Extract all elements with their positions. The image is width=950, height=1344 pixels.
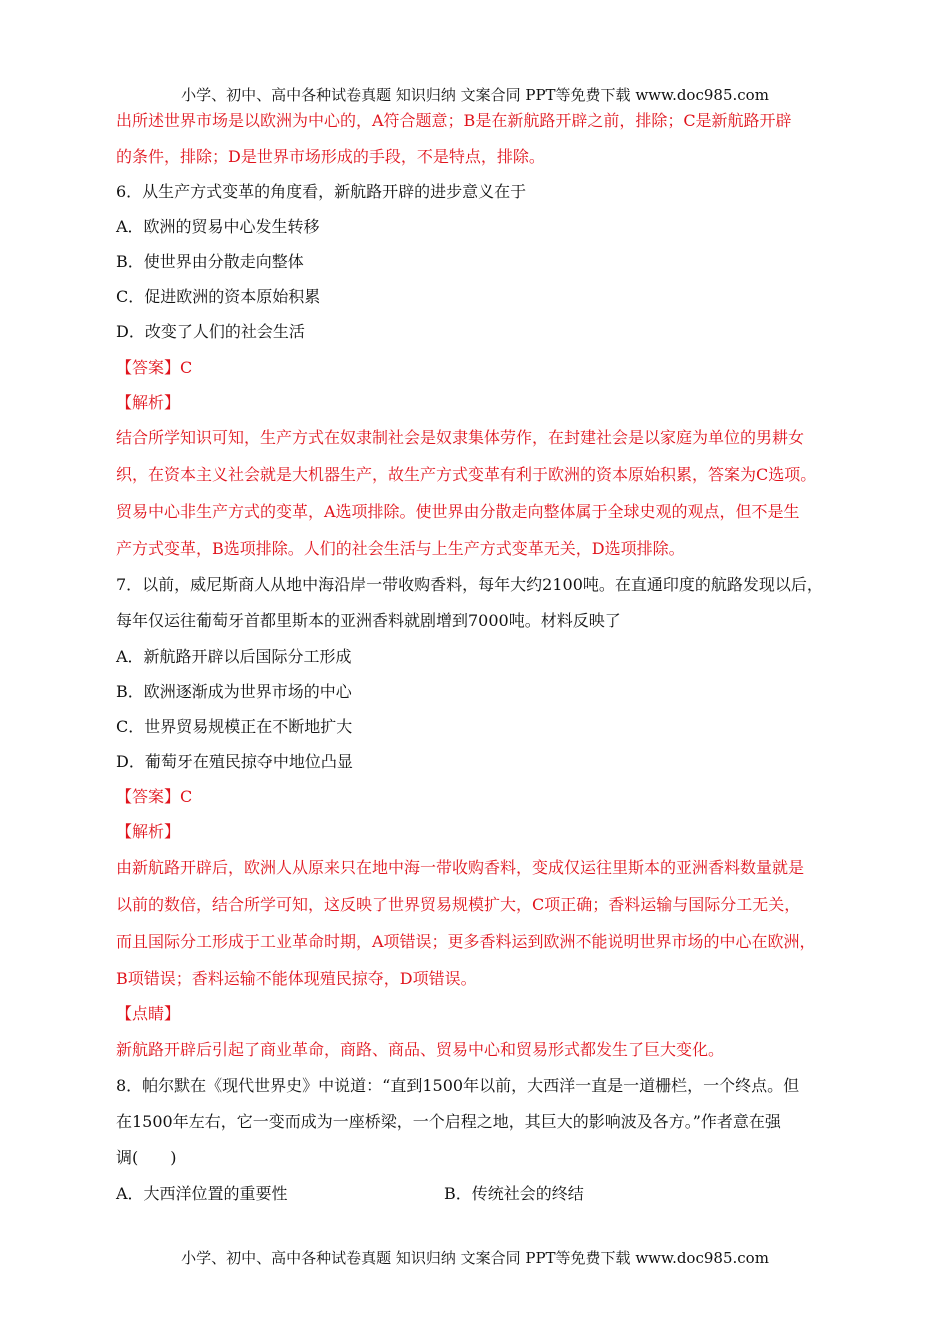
q8-stem-line: 在1500年左右，它一变而成为一座桥梁，一个启程之地，其巨大的影响波及各方。”作者意在强 (116, 1112, 781, 1131)
q8-stem-line: 8．帕尔默在《现代世界史》中说道：“直到1500年以前，大西洋一直是一道栅栏，一个终点。但 (116, 1076, 800, 1095)
page-header: 小学、初中、高中各种试卷真题 知识归纳 文案合同 PPT等免费下载 www.doc985.com (181, 86, 769, 104)
q8-option-b: B．传统社会的终结 (444, 1184, 584, 1203)
q6-analysis-line: 织，在资本主义社会就是大机器生产，故生产方式变革有利于欧洲的资本原始积累，答案为C选项。 (116, 465, 817, 484)
q7-analysis-label: 【解析】 (116, 822, 181, 841)
q7-option-d: D．葡萄牙在殖民掠夺中地位凸显 (116, 752, 353, 771)
q7-analysis-line: B项错误；香料运输不能体现殖民掠夺，D项错误。 (116, 969, 477, 988)
q8-stem-line: 调( ) (116, 1148, 177, 1167)
q6-analysis-line: 产方式变革，B选项排除。人们的社会生活与上生产方式变革无关，D选项排除。 (116, 539, 685, 558)
q6-option-c: C．促进欧洲的资本原始积累 (116, 287, 321, 306)
q6-answer: 【答案】C (116, 358, 193, 377)
prev-explanation-line: 的条件，排除；D是世界市场形成的手段，不是特点，排除。 (116, 147, 545, 166)
q7-analysis-line: 以前的数倍，结合所学可知，这反映了世界贸易规模扩大，C项正确；香料运输与国际分工无关， (116, 895, 801, 914)
q7-stem-line: 每年仅运往葡萄牙首都里斯本的亚洲香料就剧增到7000吨。材料反映了 (116, 611, 621, 630)
q7-option-c: C．世界贸易规模正在不断地扩大 (116, 717, 353, 736)
q7-answer: 【答案】C (116, 787, 193, 806)
q7-analysis-line: 由新航路开辟后，欧洲人从原来只在地中海一带收购香料，变成仅运往里斯本的亚洲香料数量就是 (116, 858, 805, 877)
prev-explanation-line: 出所述世界市场是以欧洲为中心的，A符合题意；B是在新航路开辟之前，排除；C是新航路开辟 (116, 111, 792, 130)
q7-stem-line: 7．以前，威尼斯商人从地中海沿岸一带收购香料，每年大约2100吨。在直通印度的航路发现以后， (116, 575, 823, 594)
q6-option-d: D．改变了人们的社会生活 (116, 322, 305, 341)
q6-stem: 6．从生产方式变革的角度看，新航路开辟的进步意义在于 (116, 182, 527, 201)
q8-option-a: A．大西洋位置的重要性 (116, 1184, 288, 1203)
page-footer: 小学、初中、高中各种试卷真题 知识归纳 文案合同 PPT等免费下载 www.doc985.com (181, 1249, 769, 1267)
q6-analysis-label: 【解析】 (116, 393, 181, 412)
q7-tip: 新航路开辟后引起了商业革命，商路、商品、贸易中心和贸易形式都发生了巨大变化。 (116, 1040, 725, 1059)
q6-option-b: B．使世界由分散走向整体 (116, 252, 304, 271)
q7-option-a: A．新航路开辟以后国际分工形成 (116, 647, 352, 666)
q6-option-a: A．欧洲的贸易中心发生转移 (116, 217, 320, 236)
q7-analysis-line: 而且国际分工形成于工业革命时期，A项错误；更多香料运到欧洲不能说明世界市场的中心在欧洲， (116, 932, 816, 951)
q6-analysis-line: 结合所学知识可知，生产方式在奴隶制社会是奴隶集体劳作，在封建社会是以家庭为单位的男耕女 (116, 428, 805, 447)
q7-tip-label: 【点睛】 (116, 1004, 181, 1023)
q7-option-b: B．欧洲逐渐成为世界市场的中心 (116, 682, 352, 701)
q6-analysis-line: 贸易中心非生产方式的变革，A选项排除。使世界由分散走向整体属于全球史观的观点，但不是生 (116, 502, 800, 521)
